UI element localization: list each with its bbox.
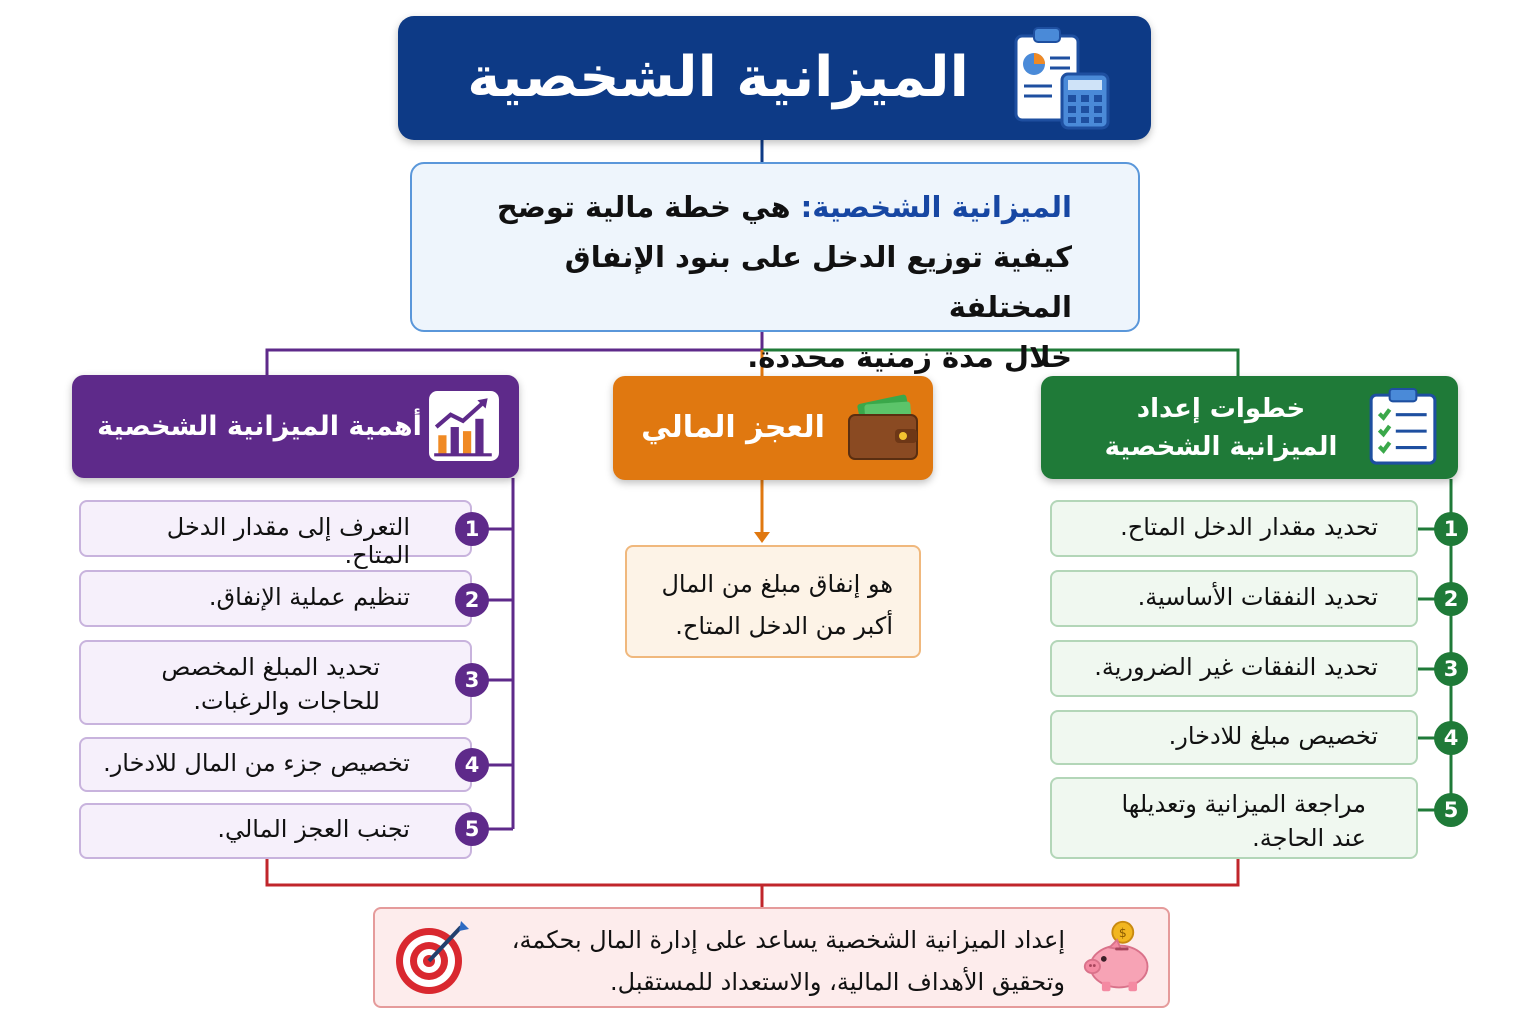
definition-line-1-text: هي خطة مالية توضح <box>496 190 791 224</box>
steps-item <box>1050 777 1418 859</box>
steps-badge: 3 <box>1434 652 1468 686</box>
importance-badge: 1 <box>455 512 489 546</box>
svg-text:$: $ <box>1118 926 1127 941</box>
definition-text <box>452 182 1072 382</box>
title-banner <box>398 16 1151 140</box>
definition-line-3: خلال مدة زمنية محددة. <box>747 340 1072 374</box>
definition-term: الميزانية الشخصية: <box>800 190 1072 224</box>
definition-line-2: كيفية توزيع الدخل على بنود الإنفاق المختلفة <box>564 240 1072 324</box>
importance-header <box>72 375 519 478</box>
steps-item-line-1: مراجعة الميزانية وتعديلها <box>1121 790 1366 818</box>
steps-item-text: تحديد النفقات الأساسية. <box>1137 583 1378 611</box>
importance-item-line-2: للحاجات والرغبات. <box>193 687 380 715</box>
conclusion-box <box>373 907 1170 1008</box>
importance-item <box>79 803 472 859</box>
importance-badge: 5 <box>455 812 489 846</box>
conclusion-text <box>495 919 1065 1003</box>
steps-heading-line-2: الميزانية الشخصية <box>1104 432 1338 462</box>
steps-header <box>1041 376 1458 479</box>
steps-badge: 1 <box>1434 512 1468 546</box>
growth-chart-icon <box>428 387 500 465</box>
steps-item-text <box>1070 787 1378 855</box>
importance-item <box>79 570 472 627</box>
page-title: الميزانية الشخصية <box>467 45 969 110</box>
importance-item-text: تجنب العجز المالي. <box>217 815 410 843</box>
importance-item-text: تنظيم عملية الإنفاق. <box>208 583 410 611</box>
steps-badge: 5 <box>1434 793 1468 827</box>
steps-item-text: تحديد مقدار الدخل المتاح. <box>1120 513 1378 541</box>
deficit-header <box>613 376 933 480</box>
importance-badge: 2 <box>455 583 489 617</box>
deficit-heading: العجز المالي <box>641 410 825 445</box>
importance-item <box>79 640 472 725</box>
conclusion-line-1: إعداد الميزانية الشخصية يساعد على إدارة المال بحكمة، <box>511 926 1065 954</box>
steps-badge: 2 <box>1434 582 1468 616</box>
definition-box <box>410 162 1140 374</box>
importance-heading: أهمية الميزانية الشخصية <box>97 411 422 442</box>
steps-item-text: تحديد النفقات غير الضرورية. <box>1094 653 1378 681</box>
deficit-definition-line-2: أكبر من الدخل المتاح. <box>675 612 893 640</box>
piggy-bank-icon <box>1081 917 1157 997</box>
conclusion-line-2: وتحقيق الأهداف المالية، والاستعداد للمستقبل. <box>610 968 1065 996</box>
deficit-definition-box <box>625 545 921 658</box>
importance-item-text: التعرف إلى مقدار الدخل المتاح. <box>166 513 410 569</box>
clipboard-calculator-icon <box>1012 24 1116 132</box>
importance-badge: 4 <box>455 748 489 782</box>
steps-item <box>1050 710 1418 765</box>
steps-heading-line-1: خطوات إعداد <box>1136 394 1306 424</box>
importance-item <box>79 737 472 792</box>
target-icon <box>391 917 471 997</box>
steps-item <box>1050 500 1418 557</box>
steps-item <box>1050 640 1418 697</box>
deficit-definition-text <box>643 563 893 647</box>
deficit-definition-line-1: هو إنفاق مبلغ من المال <box>661 570 893 598</box>
importance-item-text: تخصيص جزء من المال للادخار. <box>103 749 410 777</box>
steps-heading <box>1061 390 1381 466</box>
importance-item-line-1: تحديد المبلغ المخصص <box>161 653 380 681</box>
steps-item-line-2: عند الحاجة. <box>1252 824 1366 852</box>
steps-item <box>1050 570 1418 627</box>
importance-item-text <box>99 650 410 718</box>
importance-badge: 3 <box>455 663 489 697</box>
importance-item <box>79 500 472 569</box>
steps-item-text: تخصيص مبلغ للادخار. <box>1168 722 1378 750</box>
steps-badge: 4 <box>1434 721 1468 755</box>
definition-line-1 <box>452 182 1072 232</box>
checklist-icon <box>1367 380 1439 472</box>
wallet-icon <box>845 390 921 466</box>
